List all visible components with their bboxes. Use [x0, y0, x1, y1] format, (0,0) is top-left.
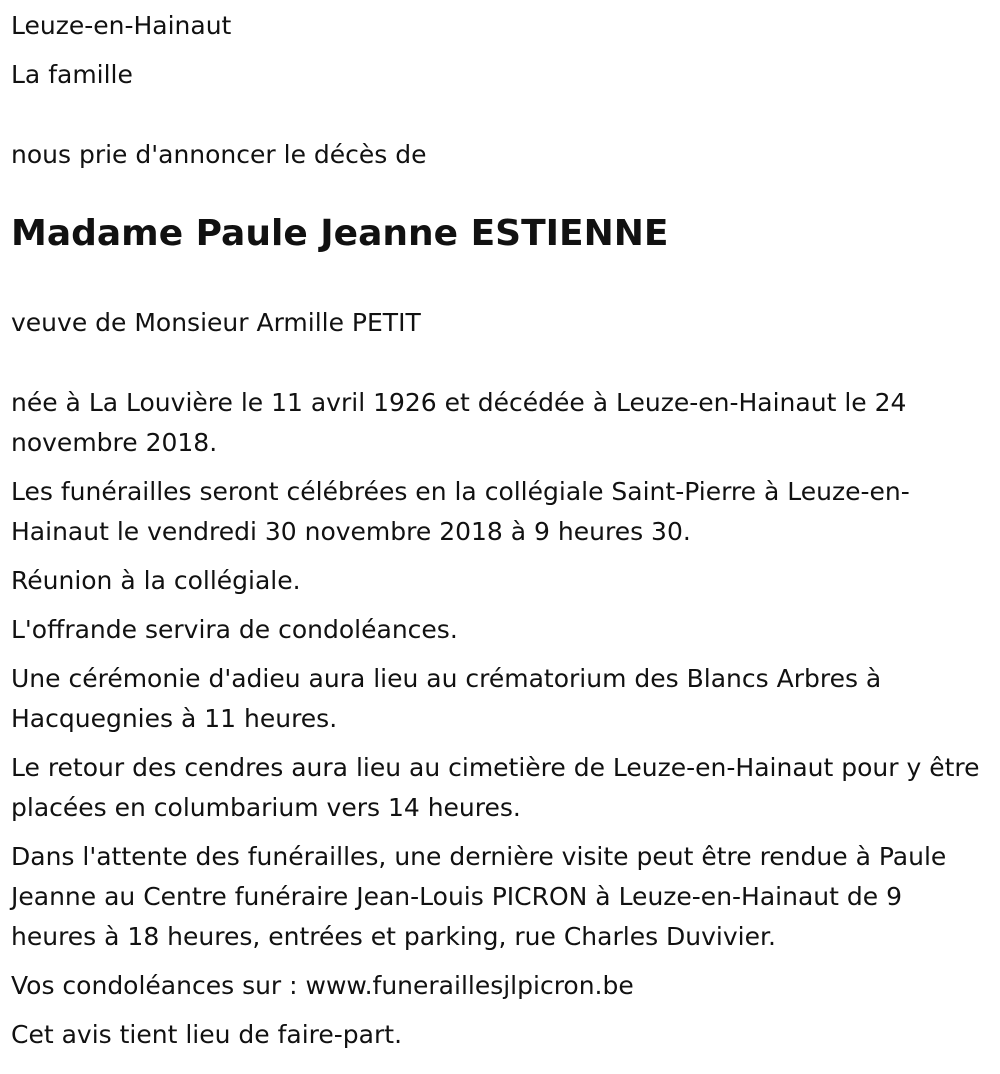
- funeral-paragraph: Les funérailles seront célébrées en la collégiale Saint-Pierre à Leuze-en-Hainaut le vendredi 30 novembre 2018 à 9 heures 30.: [11, 477, 910, 546]
- condolences-paragraph: Vos condoléances sur : www.funeraillesjlpicron.be: [11, 971, 634, 1000]
- place-name: Leuze-en-Hainaut: [11, 11, 232, 40]
- offering-paragraph: L'offrande servira de condoléances.: [11, 615, 458, 644]
- gathering-paragraph: Réunion à la collégiale.: [11, 566, 301, 595]
- birth-death-paragraph: née à La Louvière le 11 avril 1926 et décédée à Leuze-en-Hainaut le 24 novembre 2018.: [11, 388, 907, 457]
- deceased-name: Madame Paule Jeanne ESTIENNE: [11, 213, 669, 254]
- notice-paragraph: Cet avis tient lieu de faire-part.: [11, 1020, 403, 1049]
- notice-body: [11, 383, 991, 1064]
- farewell-ceremony-paragraph: Une cérémonie d'adieu aura lieu au crématorium des Blancs Arbres à Hacquegnies à 11 heures.: [11, 664, 882, 733]
- spouse-line: veuve de Monsieur Armille PETIT: [11, 308, 421, 337]
- family-label: La famille: [11, 60, 133, 89]
- announcement-text: nous prie d'annoncer le décès de: [11, 140, 427, 169]
- ashes-paragraph: Le retour des cendres aura lieu au cimetière de Leuze-en-Hainaut pour y être placées en columbarium vers 14 heures.: [11, 753, 980, 822]
- visit-paragraph: Dans l'attente des funérailles, une dernière visite peut être rendue à Paule Jeanne au Centre funéraire Jean-Louis PICRON à Leuze-en-Hainaut de 9 heures à 18 heures, entrées et parking, rue Charles Duvivier.: [11, 842, 947, 951]
